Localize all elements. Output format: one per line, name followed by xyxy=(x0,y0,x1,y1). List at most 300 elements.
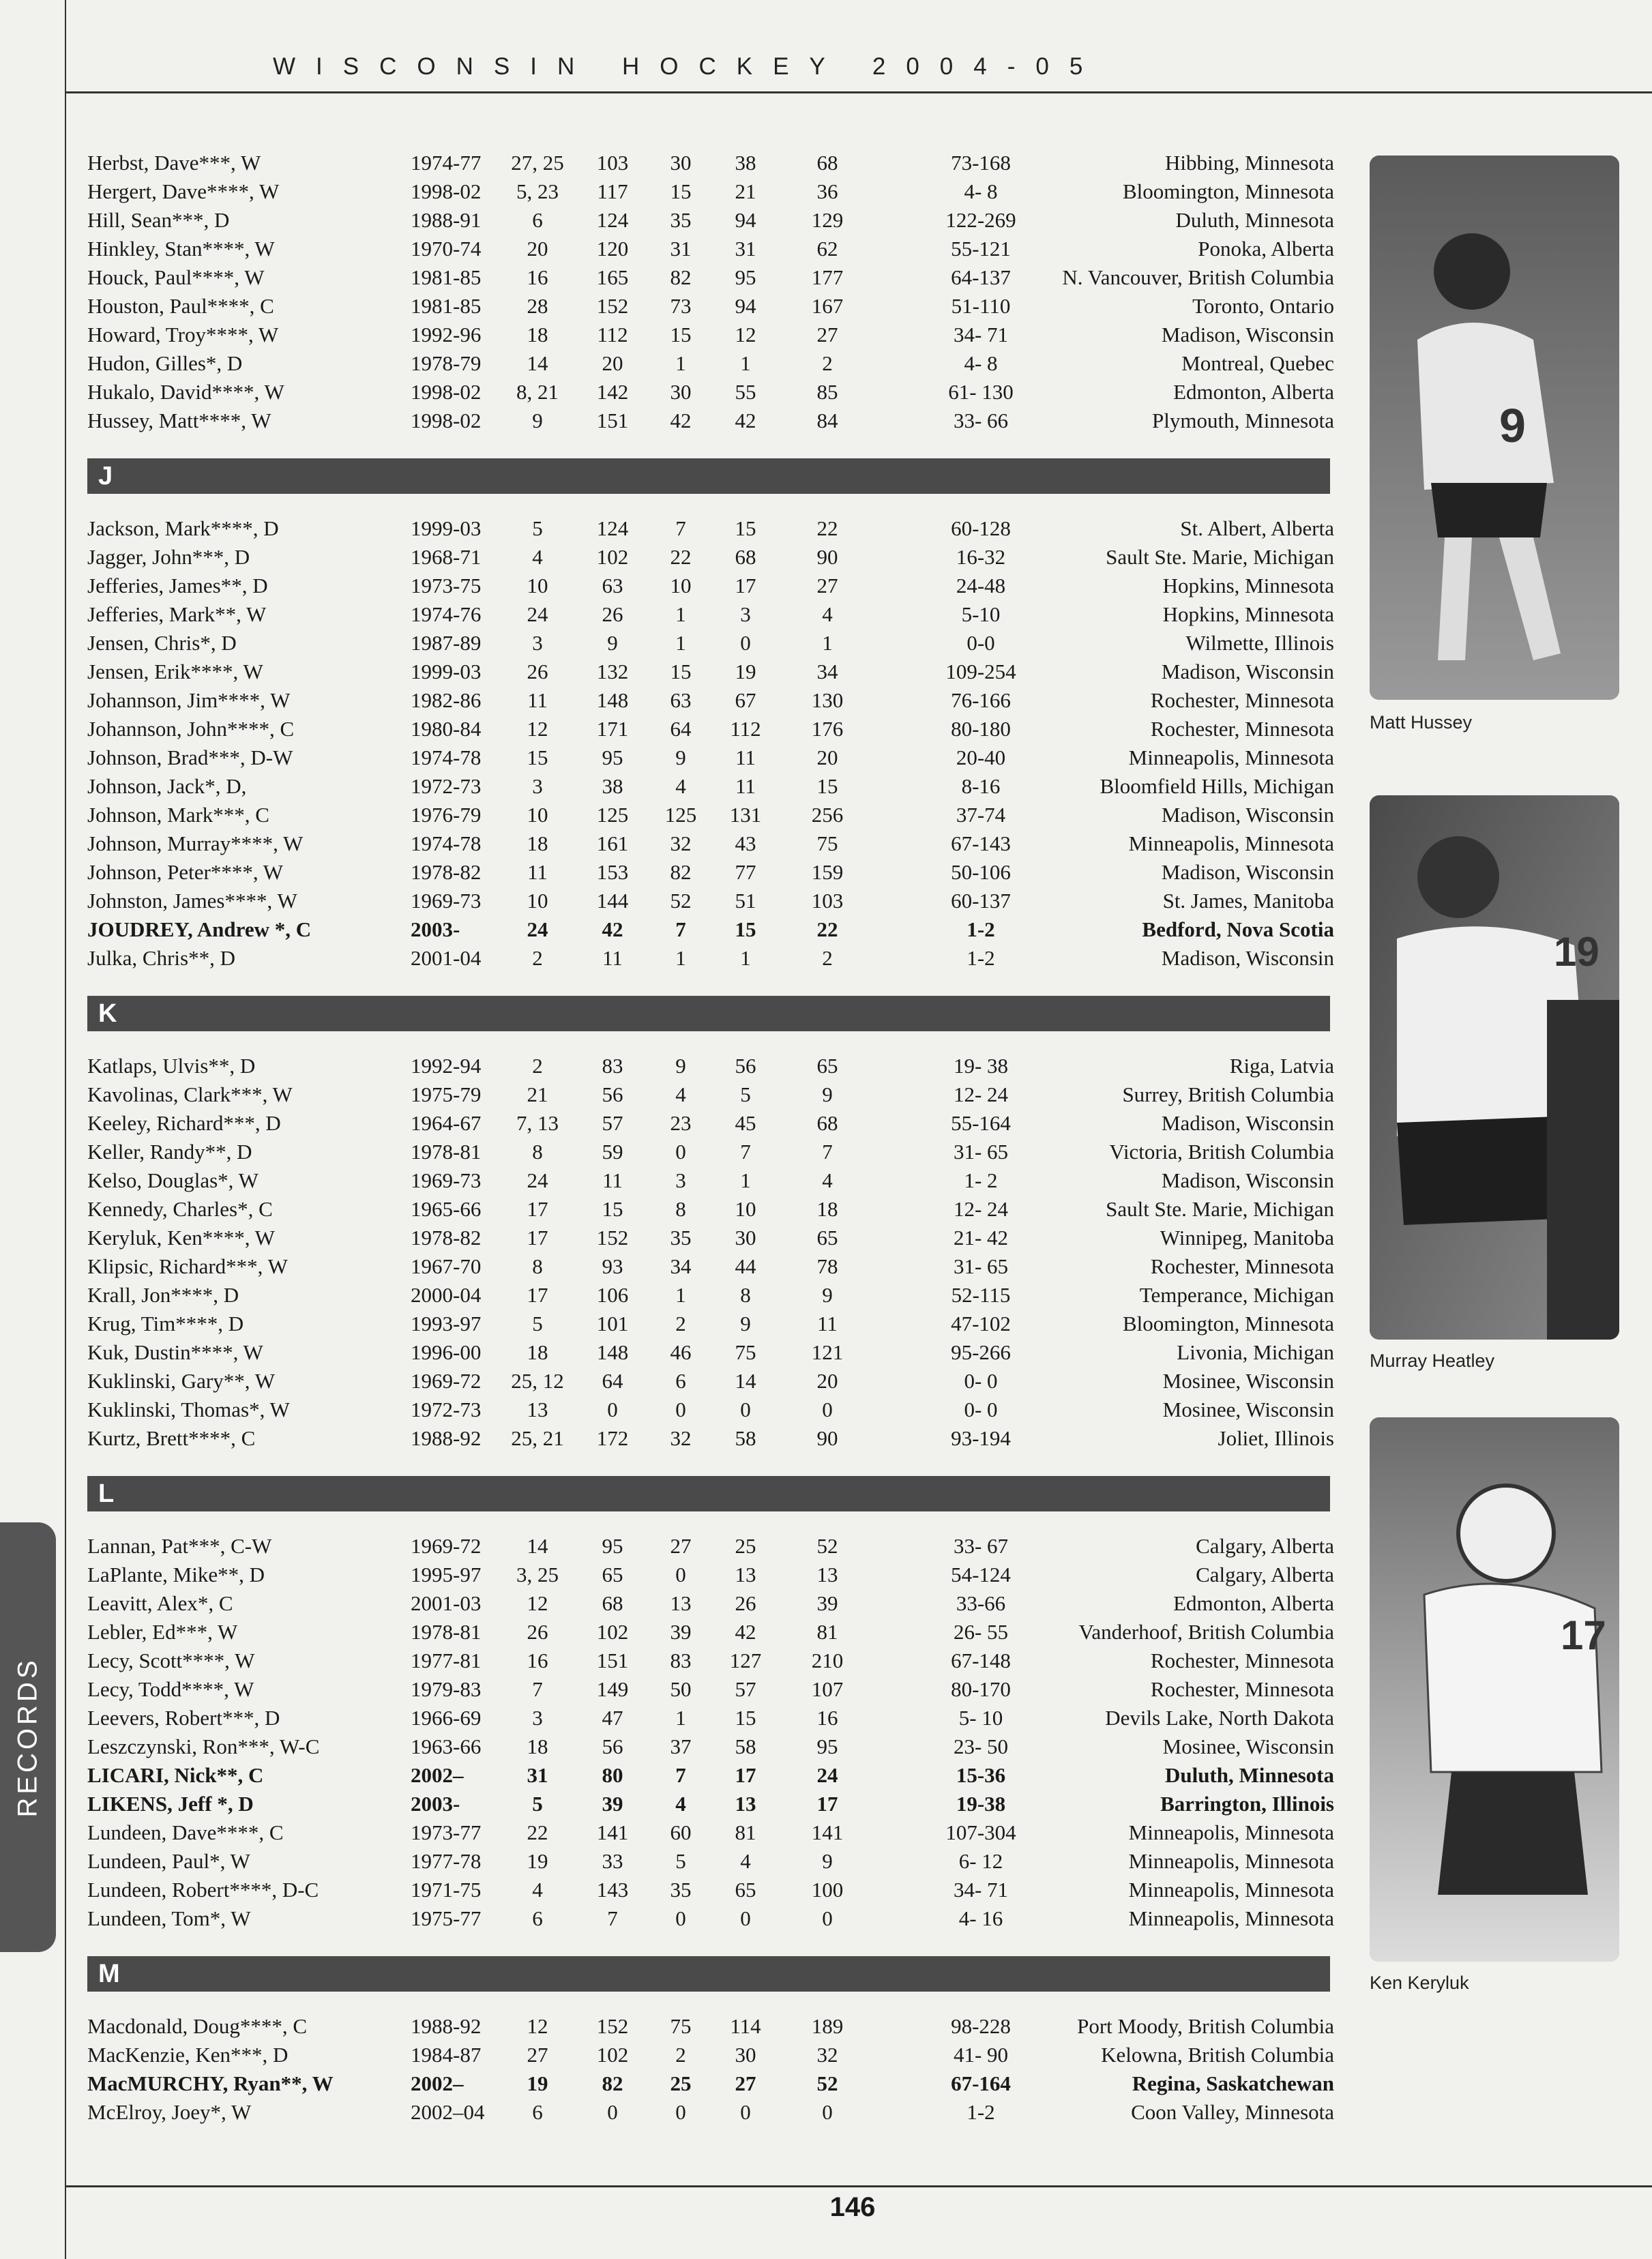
years-played: 1998-02 xyxy=(411,409,482,432)
hometown: Rochester, Minnesota xyxy=(1150,717,1334,741)
hometown: Minneapolis, Minnesota xyxy=(1128,1849,1334,1873)
jersey-numbers: 4 xyxy=(532,1878,543,1902)
penalties: 98-228 xyxy=(951,2014,1011,2038)
roster-row xyxy=(87,1818,1334,1847)
penalties: 60-137 xyxy=(951,889,1011,913)
hometown: Toronto, Ontario xyxy=(1192,294,1334,318)
player-name: Johnson, Brad***, D-W xyxy=(87,745,293,769)
page-header: WISCONSIN HOCKEY 2004-05 xyxy=(273,53,1104,80)
hometown: Rochester, Minnesota xyxy=(1150,1677,1334,1701)
years-played: 1969-72 xyxy=(411,1534,482,1558)
assists: 55 xyxy=(735,380,756,404)
assists: 43 xyxy=(735,831,756,855)
player-name: Hudon, Gilles*, D xyxy=(87,351,243,375)
roster-row xyxy=(87,321,1334,349)
penalties: 107-304 xyxy=(945,1820,1016,1844)
hometown: Madison, Wisconsin xyxy=(1161,803,1334,827)
roster-row xyxy=(87,686,1334,715)
years-played: 1974-78 xyxy=(411,831,482,855)
points: 68 xyxy=(816,1111,838,1135)
roster-row xyxy=(87,1396,1334,1424)
penalties: 1- 2 xyxy=(964,1168,998,1192)
hometown: Madison, Wisconsin xyxy=(1161,860,1334,884)
jersey-number: 17 xyxy=(1561,1612,1606,1658)
section-letter: K xyxy=(98,999,117,1028)
jersey-numbers: 31 xyxy=(527,1763,548,1787)
assists: 26 xyxy=(735,1591,756,1615)
penalties: 109-254 xyxy=(945,660,1016,683)
assists: 77 xyxy=(735,860,756,884)
hockey-player-image xyxy=(1370,795,1619,1340)
hometown: Ponoka, Alberta xyxy=(1198,237,1334,261)
jersey-numbers: 3 xyxy=(532,631,543,655)
points: 18 xyxy=(816,1197,838,1221)
jersey-numbers: 10 xyxy=(527,889,548,913)
goals: 7 xyxy=(675,516,686,540)
games-played: 124 xyxy=(596,208,629,232)
hometown: Rochester, Minnesota xyxy=(1150,688,1334,712)
assists: 8 xyxy=(740,1283,751,1307)
games-played: 102 xyxy=(596,545,629,569)
points: 62 xyxy=(816,237,838,261)
points: 4 xyxy=(822,1168,833,1192)
jersey-numbers: 25, 12 xyxy=(511,1369,564,1393)
jersey-numbers: 18 xyxy=(527,1340,548,1364)
points: 20 xyxy=(816,745,838,769)
penalties: 60-128 xyxy=(951,516,1011,540)
years-played: 1996-00 xyxy=(411,1340,482,1364)
hometown: Mosinee, Wisconsin xyxy=(1162,1369,1334,1393)
years-played: 1975-77 xyxy=(411,1906,482,1930)
player-name: Kuklinski, Gary**, W xyxy=(87,1369,275,1393)
jersey-numbers: 12 xyxy=(527,717,548,741)
goals: 30 xyxy=(670,151,692,175)
assists: 30 xyxy=(735,1226,756,1250)
goals: 0 xyxy=(675,1140,686,1164)
penalties: 93-194 xyxy=(951,1426,1011,1450)
assists: 13 xyxy=(735,1563,756,1586)
assists: 38 xyxy=(735,151,756,175)
points: 75 xyxy=(816,831,838,855)
player-name: Lundeen, Tom*, W xyxy=(87,1906,251,1930)
hometown: Regina, Saskatchewan xyxy=(1132,2071,1334,2095)
player-name: Katlaps, Ulvis**, D xyxy=(87,1054,256,1078)
section-header xyxy=(87,1956,1330,1992)
goals: 8 xyxy=(675,1197,686,1221)
goals: 6 xyxy=(675,1369,686,1393)
assists: 42 xyxy=(735,409,756,432)
games-played: 120 xyxy=(596,237,629,261)
penalties: 4- 16 xyxy=(958,1906,1003,1930)
years-played: 1992-96 xyxy=(411,323,482,346)
assists: 15 xyxy=(735,1706,756,1730)
goals: 0 xyxy=(675,1906,686,1930)
years-played: 1975-79 xyxy=(411,1082,482,1106)
hometown: Montreal, Quebec xyxy=(1181,351,1334,375)
years-played: 2003- xyxy=(411,1792,460,1816)
years-played: 1981-85 xyxy=(411,294,482,318)
points: 27 xyxy=(816,574,838,597)
penalties: 12- 24 xyxy=(953,1197,1009,1221)
jersey-numbers: 27, 25 xyxy=(511,151,564,175)
years-played: 1998-02 xyxy=(411,380,482,404)
player-name: MacMURCHY, Ryan**, W xyxy=(87,2071,334,2095)
section-letter: M xyxy=(98,1960,120,1988)
years-played: 1999-03 xyxy=(411,516,482,540)
goals: 0 xyxy=(675,1398,686,1421)
points: 9 xyxy=(822,1849,833,1873)
hometown: Surrey, British Columbia xyxy=(1122,1082,1334,1106)
games-played: 38 xyxy=(602,774,623,798)
player-name: Jefferies, Mark**, W xyxy=(87,602,267,626)
games-played: 11 xyxy=(602,946,623,970)
games-played: 106 xyxy=(596,1283,629,1307)
games-played: 57 xyxy=(602,1111,623,1135)
penalties: 76-166 xyxy=(951,688,1011,712)
jersey-numbers: 8 xyxy=(532,1140,543,1164)
hometown: Rochester, Minnesota xyxy=(1150,1254,1334,1278)
assists: 67 xyxy=(735,688,756,712)
penalties: 20-40 xyxy=(956,745,1006,769)
assists: 15 xyxy=(735,516,756,540)
points: 9 xyxy=(822,1082,833,1106)
roster-row xyxy=(87,829,1334,858)
penalties: 55-121 xyxy=(951,237,1011,261)
penalties: 19-38 xyxy=(956,1792,1006,1816)
hometown: Edmonton, Alberta xyxy=(1173,380,1334,404)
games-played: 93 xyxy=(602,1254,623,1278)
goals: 75 xyxy=(670,2014,692,2038)
jersey-numbers: 24 xyxy=(527,602,548,626)
points: 0 xyxy=(822,2100,833,2124)
points: 90 xyxy=(816,545,838,569)
jersey-numbers: 24 xyxy=(527,917,548,941)
jersey-numbers: 15 xyxy=(527,745,548,769)
player-name: Johannson, John****, C xyxy=(87,717,295,741)
jersey-numbers: 12 xyxy=(527,1591,548,1615)
hometown: Devils Lake, North Dakota xyxy=(1105,1706,1334,1730)
games-played: 64 xyxy=(602,1369,623,1393)
footer-rule xyxy=(65,2185,1652,2187)
jersey-numbers: 26 xyxy=(527,1620,548,1644)
years-played: 1998-02 xyxy=(411,179,482,203)
goals: 7 xyxy=(675,1763,686,1787)
years-played: 1966-69 xyxy=(411,1706,482,1730)
jersey-numbers: 12 xyxy=(527,2014,548,2038)
section-letter: L xyxy=(98,1479,115,1508)
roster-row xyxy=(87,887,1334,915)
jersey-numbers: 18 xyxy=(527,323,548,346)
roster-row xyxy=(87,1052,1334,1080)
jersey-numbers: 13 xyxy=(527,1398,548,1421)
assists: 5 xyxy=(740,1082,751,1106)
roster-row xyxy=(87,1195,1334,1224)
goals: 125 xyxy=(664,803,697,827)
roster-row xyxy=(87,801,1334,829)
hometown: Madison, Wisconsin xyxy=(1161,1168,1334,1192)
roster-row xyxy=(87,915,1334,944)
games-played: 132 xyxy=(596,660,629,683)
penalties: 0- 0 xyxy=(964,1369,998,1393)
games-played: 125 xyxy=(596,803,629,827)
jersey-numbers: 5 xyxy=(532,516,543,540)
assists: 3 xyxy=(740,602,751,626)
points: 15 xyxy=(816,774,838,798)
years-played: 1973-77 xyxy=(411,1820,482,1844)
roster-row xyxy=(87,543,1334,572)
hometown: Madison, Wisconsin xyxy=(1161,323,1334,346)
section-header xyxy=(87,458,1330,494)
hometown: Bloomfield Hills, Michigan xyxy=(1100,774,1334,798)
goals: 39 xyxy=(670,1620,692,1644)
jersey-numbers: 17 xyxy=(527,1197,548,1221)
goals: 1 xyxy=(675,1706,686,1730)
jersey-numbers: 3 xyxy=(532,774,543,798)
years-played: 1988-91 xyxy=(411,208,482,232)
hometown: St. Albert, Alberta xyxy=(1180,516,1334,540)
roster-row xyxy=(87,1367,1334,1396)
years-played: 2002–04 xyxy=(411,2100,485,2124)
years-played: 2002– xyxy=(411,2071,464,2095)
points: 107 xyxy=(811,1677,844,1701)
jersey-numbers: 18 xyxy=(527,831,548,855)
hometown: Sault Ste. Marie, Michigan xyxy=(1106,1197,1334,1221)
years-played: 1992-94 xyxy=(411,1054,482,1078)
jersey-numbers: 8 xyxy=(532,1254,543,1278)
penalties: 33- 67 xyxy=(953,1534,1009,1558)
games-played: 141 xyxy=(596,1820,629,1844)
points: 22 xyxy=(816,917,838,941)
player-name: McElroy, Joey*, W xyxy=(87,2100,252,2124)
roster-row xyxy=(87,177,1334,206)
goals: 25 xyxy=(670,2071,692,2095)
years-played: 1968-71 xyxy=(411,545,482,569)
points: 81 xyxy=(816,1620,838,1644)
penalties: 16-32 xyxy=(956,545,1006,569)
player-name: Hergert, Dave****, W xyxy=(87,179,280,203)
hometown: Temperance, Michigan xyxy=(1139,1283,1334,1307)
section-letter: J xyxy=(98,462,113,490)
penalties: 122-269 xyxy=(945,208,1016,232)
roster-row xyxy=(87,1252,1334,1281)
games-played: 0 xyxy=(607,2100,618,2124)
jersey-numbers: 7, 13 xyxy=(516,1111,559,1135)
games-played: 143 xyxy=(596,1878,629,1902)
roster-row xyxy=(87,235,1334,263)
penalties: 52-115 xyxy=(951,1283,1011,1307)
jersey-numbers: 6 xyxy=(532,2100,543,2124)
years-played: 1993-97 xyxy=(411,1312,482,1335)
jersey-numbers: 17 xyxy=(527,1226,548,1250)
games-played: 148 xyxy=(596,1340,629,1364)
games-played: 56 xyxy=(602,1734,623,1758)
points: 176 xyxy=(811,717,844,741)
hometown: Calgary, Alberta xyxy=(1196,1563,1334,1586)
points: 0 xyxy=(822,1398,833,1421)
points: 36 xyxy=(816,179,838,203)
assists: 0 xyxy=(740,1906,751,1930)
jersey-numbers: 5, 23 xyxy=(516,179,559,203)
points: 17 xyxy=(816,1792,838,1816)
years-played: 1967-70 xyxy=(411,1254,482,1278)
games-played: 39 xyxy=(602,1792,623,1816)
assists: 25 xyxy=(735,1534,756,1558)
player-name: Hill, Sean***, D xyxy=(87,208,230,232)
years-played: 1978-82 xyxy=(411,1226,482,1250)
games-played: 7 xyxy=(607,1906,618,1930)
games-played: 63 xyxy=(602,574,623,597)
roster-row xyxy=(87,206,1334,235)
years-played: 2003- xyxy=(411,917,460,941)
years-played: 1977-78 xyxy=(411,1849,482,1873)
player-name: Jefferies, James**, D xyxy=(87,574,268,597)
games-played: 11 xyxy=(602,1168,623,1192)
player-name: Leszczynski, Ron***, W-C xyxy=(87,1734,320,1758)
hometown: Hopkins, Minnesota xyxy=(1162,602,1334,626)
roster-row xyxy=(87,2069,1334,2098)
assists: 75 xyxy=(735,1340,756,1364)
jersey-numbers: 2 xyxy=(532,946,543,970)
assists: 21 xyxy=(735,179,756,203)
player-name: Houston, Paul****, C xyxy=(87,294,274,318)
assists: 65 xyxy=(735,1878,756,1902)
points: 20 xyxy=(816,1369,838,1393)
player-name: Lundeen, Robert****, D-C xyxy=(87,1878,319,1902)
player-name: Kelso, Douglas*, W xyxy=(87,1168,259,1192)
games-played: 59 xyxy=(602,1140,623,1164)
roster-row xyxy=(87,2098,1334,2127)
penalties: 0- 0 xyxy=(964,1398,998,1421)
years-played: 1978-79 xyxy=(411,351,482,375)
jersey-numbers: 28 xyxy=(527,294,548,318)
jersey-numbers: 20 xyxy=(527,237,548,261)
hometown: Vanderhoof, British Columbia xyxy=(1078,1620,1334,1644)
hometown: St. James, Manitoba xyxy=(1162,889,1334,913)
assists: 31 xyxy=(735,237,756,261)
jersey-numbers: 5 xyxy=(532,1792,543,1816)
player-photo xyxy=(1370,156,1619,700)
points: 39 xyxy=(816,1591,838,1615)
hometown: Minneapolis, Minnesota xyxy=(1128,1878,1334,1902)
games-played: 103 xyxy=(596,151,629,175)
assists: 17 xyxy=(735,1763,756,1787)
player-name: LaPlante, Mike**, D xyxy=(87,1563,265,1586)
assists: 94 xyxy=(735,208,756,232)
points: 4 xyxy=(822,602,833,626)
years-played: 1980-84 xyxy=(411,717,482,741)
hometown: Hibbing, Minnesota xyxy=(1165,151,1334,175)
assists: 94 xyxy=(735,294,756,318)
goals: 23 xyxy=(670,1111,692,1135)
jersey-numbers: 16 xyxy=(527,1649,548,1672)
assists: 27 xyxy=(735,2071,756,2095)
roster-row xyxy=(87,600,1334,629)
roster-table xyxy=(87,149,1334,2127)
points: 167 xyxy=(811,294,844,318)
goals: 22 xyxy=(670,545,692,569)
points: 1 xyxy=(822,631,833,655)
assists: 68 xyxy=(735,545,756,569)
penalties: 95-266 xyxy=(951,1340,1011,1364)
player-name: Macdonald, Doug****, C xyxy=(87,2014,308,2038)
jersey-numbers: 22 xyxy=(527,1820,548,1844)
points: 9 xyxy=(822,1283,833,1307)
hometown: Minneapolis, Minnesota xyxy=(1128,1820,1334,1844)
hockey-player-image xyxy=(1370,1417,1619,1962)
penalties: 31- 65 xyxy=(953,1140,1009,1164)
points: 100 xyxy=(811,1878,844,1902)
player-name: Julka, Chris**, D xyxy=(87,946,235,970)
years-played: 1988-92 xyxy=(411,2014,482,2038)
assists: 9 xyxy=(740,1312,751,1335)
penalties: 1-2 xyxy=(967,917,995,941)
years-played: 1964-67 xyxy=(411,1111,482,1135)
section-header xyxy=(87,1476,1330,1511)
player-name: Johnson, Mark***, C xyxy=(87,803,269,827)
roster-row xyxy=(87,1424,1334,1453)
games-played: 151 xyxy=(596,1649,629,1672)
player-name: Jackson, Mark****, D xyxy=(87,516,279,540)
points: 189 xyxy=(811,2014,844,2038)
jersey-numbers: 18 xyxy=(527,1734,548,1758)
games-played: 171 xyxy=(596,717,629,741)
games-played: 82 xyxy=(602,2071,623,2095)
penalties: 4- 8 xyxy=(964,351,998,375)
goals: 32 xyxy=(670,1426,692,1450)
goals: 73 xyxy=(670,294,692,318)
hometown: Livonia, Michigan xyxy=(1177,1340,1334,1364)
goals: 35 xyxy=(670,208,692,232)
jersey-numbers: 6 xyxy=(532,208,543,232)
player-name: JOUDREY, Andrew *, C xyxy=(87,917,312,941)
points: 129 xyxy=(811,208,844,232)
goals: 50 xyxy=(670,1677,692,1701)
years-played: 1969-73 xyxy=(411,889,482,913)
goals: 13 xyxy=(670,1591,692,1615)
assists: 1 xyxy=(740,351,751,375)
roster-row xyxy=(87,1109,1334,1138)
games-played: 112 xyxy=(597,323,628,346)
player-name: Johnson, Peter****, W xyxy=(87,860,284,884)
roster-row xyxy=(87,1675,1334,1704)
games-played: 152 xyxy=(596,1226,629,1250)
games-played: 42 xyxy=(602,917,623,941)
roster-row xyxy=(87,658,1334,686)
games-played: 33 xyxy=(602,1849,623,1873)
player-name: LICARI, Nick**, C xyxy=(87,1763,264,1787)
assists: 30 xyxy=(735,2043,756,2067)
games-played: 0 xyxy=(607,1398,618,1421)
assists: 17 xyxy=(735,574,756,597)
penalties: 6- 12 xyxy=(958,1849,1003,1873)
player-name: MacKenzie, Ken***, D xyxy=(87,2043,289,2067)
hometown: Rochester, Minnesota xyxy=(1150,1649,1334,1672)
games-played: 56 xyxy=(602,1082,623,1106)
goals: 1 xyxy=(675,602,686,626)
roster-row xyxy=(87,378,1334,407)
points: 85 xyxy=(816,380,838,404)
years-played: 1978-81 xyxy=(411,1140,482,1164)
assists: 45 xyxy=(735,1111,756,1135)
penalties: 37-74 xyxy=(956,803,1006,827)
page-number: 146 xyxy=(829,2192,876,2222)
years-played: 1974-78 xyxy=(411,745,482,769)
assists: 19 xyxy=(735,660,756,683)
penalties: 80-180 xyxy=(951,717,1011,741)
roster-row xyxy=(87,149,1334,177)
games-played: 117 xyxy=(597,179,628,203)
records-tab-label: RECORDS xyxy=(12,1657,43,1818)
